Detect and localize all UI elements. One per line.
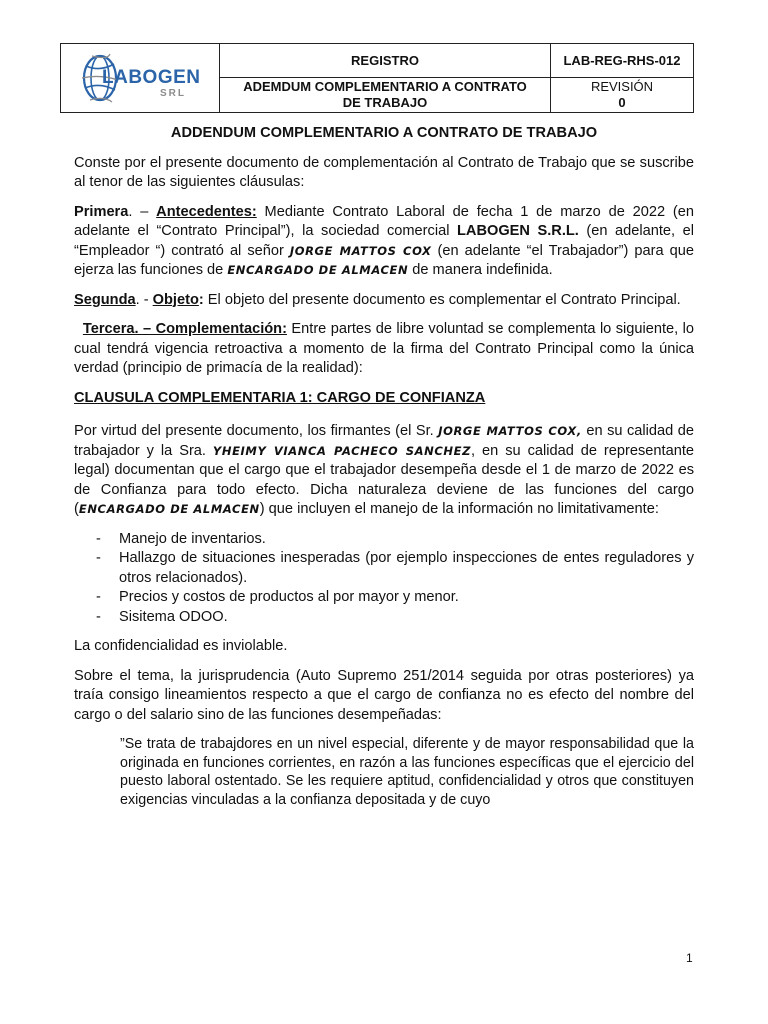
list-item: - Manejo de inventarios. (74, 530, 694, 550)
jurisprudence-paragraph: Sobre el tema, la jurisprudencia (Auto Supremo 251/2014 seguida por otras posteriores) ya traía consigo lineamientos respecto a que el cargo de confianza no es efecto del nombre del cargo o del salario sino de las funciones desempeñadas: (74, 667, 694, 723)
clausula1-role: ENCARGADO DE ALMACEN (78, 502, 260, 516)
list-item: - Precios y costos de productos al por mayor y menor. (74, 588, 694, 608)
primera-separator: . – (128, 203, 157, 220)
logo-wordmark: LABOGEN (102, 67, 200, 88)
primera-label: Primera (74, 203, 129, 220)
clausula1-worker: JORGE MATTOS COX, (438, 424, 582, 438)
segunda-colon: : (198, 291, 204, 308)
clausula-1-title: CLAUSULA COMPLEMENTARIA 1: CARGO DE CONFIANZA (74, 389, 486, 406)
tercera-text: Entre partes de libre voluntad se complementa lo siguiente, lo cual tendrá vigencia retroactiva a momento de la firma del Contrato Principal como la única verdad (principio de primacía de la realidad): (74, 321, 695, 376)
doc-type: REGISTRO (220, 44, 550, 78)
doc-title-line-2: DE TRABAJO (342, 95, 428, 110)
company-name: LABOGEN S.R.L. (456, 223, 579, 239)
document-header-table (60, 43, 694, 113)
revision-label: REVISIÓN (590, 79, 654, 94)
primera-text-c: (en adelante “el Trabajador”) para que ejerza las funciones de (74, 242, 694, 278)
intro-paragraph: Conste por el presente documento de complementación al Contrato de Trabajo que se suscribe al tenor de las siguientes cláusulas: (74, 154, 694, 190)
segunda-heading: Objeto (152, 291, 199, 308)
header-middle-column (220, 44, 551, 112)
primera-heading: Antecedentes: (156, 203, 257, 220)
doc-code: LAB-REG-RHS-012 (551, 44, 693, 78)
clausula1-text-d: ) que incluyen el manejo de la información no limitativamente: (259, 501, 659, 517)
confidentiality-paragraph: La confidencialidad es inviolable. (74, 638, 288, 654)
clausula-1-paragraph (74, 422, 694, 520)
doc-title (220, 78, 550, 112)
header-right-column (551, 44, 693, 112)
legal-representative-name: YHEIMY VIANCA PACHECO SANCHEZ (212, 443, 472, 458)
document-title: ADDENDUM COMPLEMENTARIO A CONTRATO DE TRABAJO (170, 125, 598, 141)
page-number: 1 (686, 951, 693, 965)
company-logo (61, 44, 220, 112)
clausula1-text-c: , en su calidad de representante legal) documentan que el cargo que el trabajador desempeña desde el 1 de marzo de 2022 es de Confianza para todo efecto. Dicha naturaleza deviene de las funciones del cargo ( (74, 442, 694, 517)
logo-subtext: SRL (160, 88, 186, 99)
revision-value: 0 (618, 95, 626, 110)
functions-list (74, 530, 694, 628)
clause-tercera (74, 320, 694, 379)
clause-primera (74, 203, 694, 281)
list-item: - Hallazgo de situaciones inesperadas (por ejemplo inspecciones de entes reguladores y otros relacionados). (74, 549, 694, 588)
worker-name: JORGE MATTOS COX (289, 243, 432, 258)
primera-text-b: (en adelante, el “Empleador “) contrató al señor (74, 223, 695, 259)
primera-text-d: de manera indefinida. (408, 262, 553, 278)
primera-text-a: Mediante Contrato Laboral de fecha 1 de marzo de 2022 (en adelante el “Contrato Principal”), la sociedad comercial (74, 203, 695, 239)
segunda-label: Segunda (74, 291, 136, 308)
jurisprudence-quote: ”Se trata de trabajdores en un nivel especial, diferente y de mayor responsabilidad que la originada en funciones corrientes, en razón a las funciones específicas que el ejercicio del puesto laboral ostentado. Se les requiere aptitud, confidencialidad y otros que constituyen exigencias vinculadas a la confianza depositada y de cuyo (120, 736, 694, 808)
segunda-separator: . - (135, 291, 153, 308)
clausula1-text-a: Por virtud del presente documento, los firmantes (el Sr. (74, 423, 439, 439)
clause-segunda (74, 291, 694, 311)
list-item: - Sisitema ODOO. (74, 608, 694, 628)
doc-title-line-1: ADEMDUM COMPLEMENTARIO A CONTRATO (243, 79, 527, 94)
clausula1-text-b: en su calidad de trabajador y la Sra. (74, 423, 694, 459)
segunda-text: El objeto del presente documento es complementar el Contrato Principal. (203, 291, 681, 308)
role-name: ENCARGADO DE ALMACEN (227, 263, 409, 277)
labogen-logo-icon (80, 50, 200, 106)
revision-block (551, 78, 693, 112)
tercera-heading: Tercera. – Complementación: (82, 321, 287, 337)
document-body (74, 124, 694, 809)
